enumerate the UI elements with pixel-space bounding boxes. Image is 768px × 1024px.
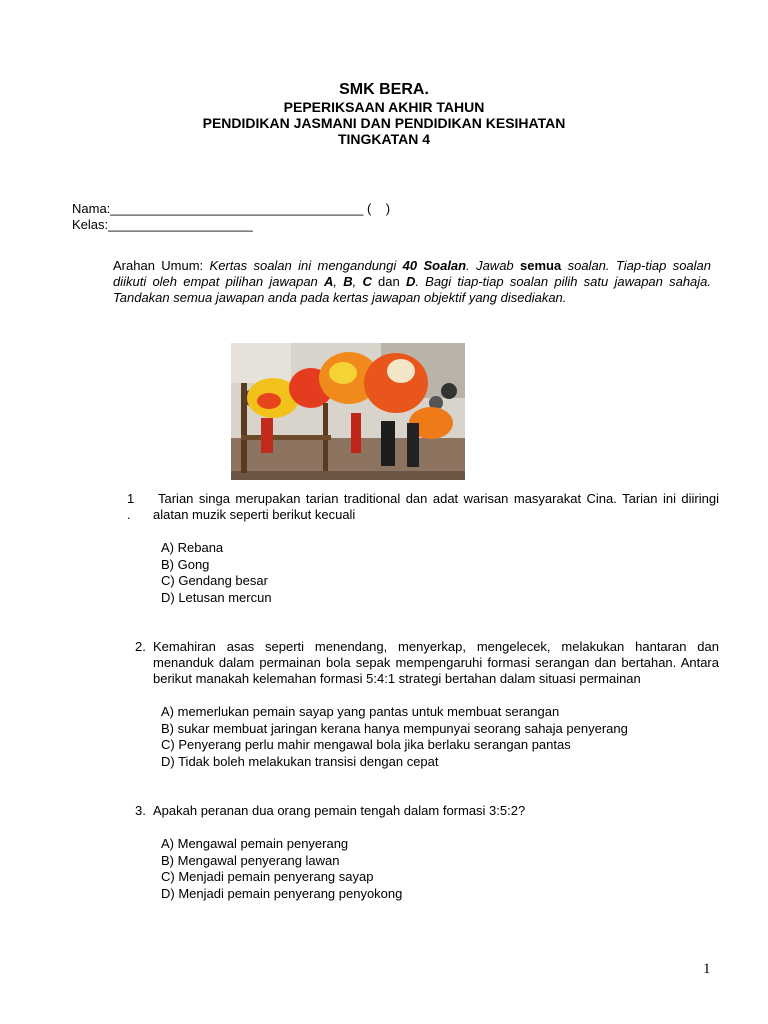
question-number: 3. <box>135 803 146 818</box>
question-count: 40 Soalan <box>402 258 467 273</box>
separator-3: dan <box>371 274 406 289</box>
separator-2: , <box>352 274 363 289</box>
question-number: 1 . <box>127 491 135 522</box>
question-text: Apakah peranan dua orang pemain tengah dalam formasi 3:5:2? <box>153 803 526 818</box>
question-1-options <box>161 540 272 606</box>
instructions-text-3: soalan. Tiap-tiap soalan diikuti oleh empat pilihan jawapan <box>113 258 712 289</box>
option-a: A) Mengawal pemain penyerang <box>161 836 349 851</box>
option-d: D) Letusan mercun <box>161 589 272 605</box>
separator-1: , <box>333 274 344 289</box>
exam-title: PEPERIKSAAN AKHIR TAHUN <box>283 99 485 115</box>
question-3-options <box>161 836 402 902</box>
instructions-text-1: Kertas soalan ini mengandungi <box>209 258 403 273</box>
option-a-label: A <box>324 274 334 289</box>
option-d: D) Tidak boleh melakukan transisi dengan cepat <box>161 753 439 769</box>
option-b: B) Mengawal penyerang lawan <box>161 852 340 868</box>
school-name: SMK BERA. <box>339 81 429 98</box>
option-a: A) memerlukan pemain sayap yang pantas untuk membuat serangan <box>161 704 560 719</box>
instructions-text-4: . Bagi tiap-tiap soalan pilih satu jawapan sahaja. Tandakan semua jawapan anda pada kertas jawapan objektif yang disediakan. <box>113 274 712 305</box>
general-instructions <box>113 258 711 306</box>
option-c: C) Penyerang perlu mahir mengawal bola jika berlaku serangan pantas <box>161 737 571 752</box>
class-field: Kelas:____________________ <box>72 217 253 232</box>
option-b: B) Gong <box>161 556 210 572</box>
option-b: B) sukar membuat jaringan kerana hanya mempunyai seorang sahaja penyerang <box>161 720 628 736</box>
question-text: Kemahiran asas seperti menendang, menyerkap, mengelecek, melakukan hantaran dan menanduk dalam permainan bola sepak mempengaruhi formasi serangan dan bertahan. Antara berikut manakah kelemahan formasi 5:4:1 strategi bertahan dalam situasi permainan <box>153 639 719 686</box>
option-c: C) Gendang besar <box>161 573 268 588</box>
question-number: 2. <box>135 639 146 654</box>
question-text: Tarian singa merupakan tarian traditional dan adat warisan masyarakat Cina. Tarian ini diiringi alatan muzik seperti berikut kecuali <box>153 491 719 522</box>
emphasis-all: semua <box>520 258 562 273</box>
question-2-options <box>161 704 628 770</box>
subject-title: PENDIDIKAN JASMANI DAN PENDIDIKAN KESIHATAN <box>202 115 566 131</box>
instructions-lead: Arahan Umum: <box>113 258 210 273</box>
option-c: C) Menjadi pemain penyerang sayap <box>161 869 374 884</box>
option-d: D) Menjadi pemain penyerang penyokong <box>161 885 403 901</box>
option-c-label: C <box>362 274 372 289</box>
instructions-text-2: . Jawab <box>466 258 521 273</box>
option-a: A) Rebana <box>161 540 224 555</box>
name-field: Nama:___________________________________ ( ) <box>72 201 391 216</box>
lion-dance-photo <box>231 343 465 480</box>
option-b-label: B <box>343 274 353 289</box>
exam-header <box>0 81 768 147</box>
level-title: TINGKATAN 4 <box>337 131 431 147</box>
page-number: 1 <box>703 961 711 977</box>
option-d-label: D <box>405 274 416 289</box>
